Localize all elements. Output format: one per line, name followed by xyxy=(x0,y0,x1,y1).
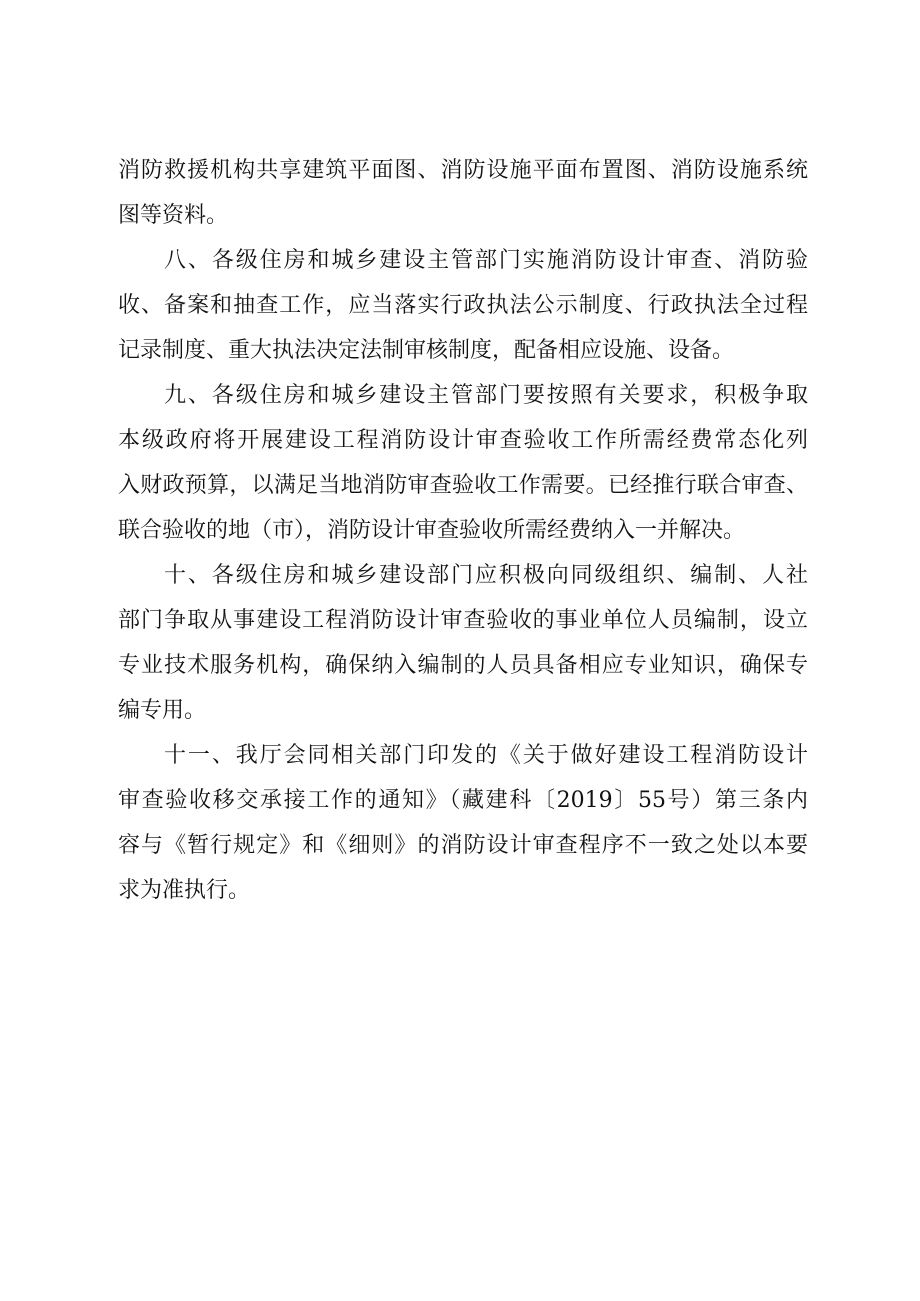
text-line: 入财政预算，以满足当地消防审查验收工作需要。已经推行联合审查、 xyxy=(118,473,808,498)
text-line: 九、各级住房和城乡建设主管部门要按照有关要求，积极争取 xyxy=(164,383,808,408)
paragraph-item-9 xyxy=(118,373,808,553)
text-line: 消防救援机构共享建筑平面图、消防设施平面布置图、消防设施系统 xyxy=(118,158,808,183)
text-line: 十一、我厅会同相关部门印发的《关于做好建设工程消防设计 xyxy=(164,743,808,768)
paragraph-item-11 xyxy=(118,733,808,913)
text-line: 记录制度、重大执法决定法制审核制度，配备相应设施、设备。 xyxy=(118,338,735,363)
paragraph-item-10 xyxy=(118,553,808,733)
text-line: 求为准执行。 xyxy=(118,878,251,903)
text-line: 联合验收的地（市），消防设计审查验收所需经费纳入一并解决。 xyxy=(118,518,746,543)
text-line: 容与《暂行规定》和《细则》的消防设计审查程序不一致之处以本要 xyxy=(118,833,808,858)
text-line: 专业技术服务机构，确保纳入编制的人员具备相应专业知识，确保专 xyxy=(118,653,808,678)
document-body xyxy=(118,148,808,913)
text-line: 十、各级住房和城乡建设部门应积极向同级组织、编制、人社 xyxy=(164,563,808,588)
text-line: 图等资料。 xyxy=(118,203,229,228)
text-line: 编专用。 xyxy=(118,698,207,723)
paragraph-item-8 xyxy=(118,238,808,373)
text-line: 本级政府将开展建设工程消防设计审查验收工作所需经费常态化列 xyxy=(118,428,808,453)
text-line: 部门争取从事建设工程消防设计审查验收的事业单位人员编制，设立 xyxy=(118,608,808,633)
paragraph-continued xyxy=(118,148,808,238)
text-line: 八、各级住房和城乡建设主管部门实施消防设计审查、消防验 xyxy=(164,248,808,273)
text-line: 审查验收移交承接工作的通知》（藏建科〔2019〕55号）第三条内 xyxy=(118,788,808,813)
text-line: 收、备案和抽查工作，应当落实行政执法公示制度、行政执法全过程 xyxy=(118,293,808,318)
